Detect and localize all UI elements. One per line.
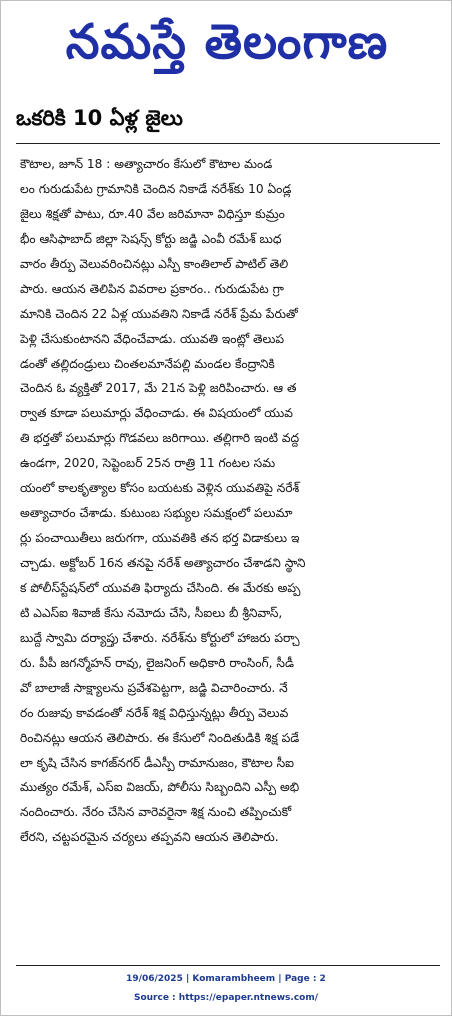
article-line: చ్చాడు. అక్టోబర్ 16న తనపై నరేశ్ అత్యాచారం చేశాడని స్థాని: [20, 556, 306, 570]
masthead-title: నమస్తే తెలంగాణ: [65, 14, 389, 70]
article-line: ముత్యం రమేశ్, ఎస్ఐ విజయ్, పోలీసు సిబ్బందిని ఎస్పీ అభి: [20, 780, 300, 795]
article-line: పారు. ఆయన తెలిపిన వివరాల ప్రకారం.. గురుడుపేట గ్రా: [20, 281, 284, 296]
article-line: వో బాలాజీ సాక్ష్యాలను ప్రవేశపెట్టగా, జడ్జి విచారించారు. నే: [20, 680, 288, 695]
article-line: మానికి చెందిన 22 ఏళ్ల యువతిని నికాడే నరేశ్ ప్రేమ పేరుతో: [20, 306, 298, 321]
article-line: ర్వాత కూడా పలుమార్లు వేధించాడు. ఈ విషయంలో యువ: [20, 406, 293, 421]
article-line: లేరని, చట్టపరమైన చర్యలు తప్పవని ఆయన తెలిపారు.: [20, 830, 279, 845]
article-line: అత్యాచారం చేశాడు. కుటుంబ సభ్యుల సమక్షంలో పలుమా: [20, 506, 293, 521]
article-line: లా కృషి చేసిన కాగజ్‌నగర్ డీఎస్పీ రామానుజం, కౌటాల సీఐ: [20, 755, 295, 770]
article-line: రించినట్లు ఆయన తెలిపారు. ఈ కేసులో నిందితుడికి శిక్ష పడే: [20, 730, 300, 745]
article-headline: ఒకరికి 10 ఏళ్ల జైలు: [16, 106, 183, 130]
article-body: [20, 152, 434, 960]
article-line: బుద్దే స్వామి దర్యాప్తు చేశారు. నరేశ్‌ను కోర్టులో హాజరు పర్చా: [20, 630, 300, 645]
article-line: టి ఎఎస్ఐ శివాజీ కేసు నమోదు చేసి, సీఐలు బీ శ్రీనివాస్,: [20, 605, 283, 620]
headline-divider: [16, 143, 440, 144]
article-line: తి భర్తతో పలుమార్లు గొడవలు జరిగాయి. తల్లిగారి ఇంటి వద్ద: [20, 431, 300, 446]
article-line: యంలో కాలకృత్యాల కోసం బయటకు వెళ్లిన యువతిపై నరేశ్: [20, 481, 300, 496]
article-line: భీం ఆసిఫాబాద్ జిల్లా సెషన్స్ కోర్టు జడ్జి ఎంవీ రమేశ్ బుధ: [20, 231, 282, 246]
article-line: క పోలీస్‌స్టేషన్‌లో యువతి ఫిర్యాదు చేసింది. ఈ మేరకు అప్ప: [20, 580, 301, 595]
footer-date-line: 19/06/2025 | Komarambheem | Page : 2: [126, 974, 326, 984]
article-line: లం గురుడుపేట గ్రామానికి చెందిన నికాడే నరేశ్‌కు 10 ఏండ్ల: [20, 181, 292, 196]
article-line: రం రుజువు కావడంతో నరేశ్ శిక్ష విధిస్తున్నట్లు తీర్పు వెలువ: [20, 705, 289, 720]
footer-source-line: Source : https://epaper.ntnews.com/: [133, 993, 319, 1003]
article-line: చెందిన ఓ వ్యక్తితో 2017, మే 21న పెళ్లి జరిపించారు. ఆ త: [20, 381, 297, 396]
article-line: పెళ్లి చేసుకుంటానని వేధించేవాడు. యువతి ఇంట్లో తెలుప: [20, 331, 285, 346]
article-line: నందించారు. నేరం చేసిన వారెవరైనా శిక్ష నుంచి తప్పించుకో: [20, 805, 292, 820]
article-line: వారం తీర్పు వెలువరించినట్లు ఎస్పీ కాంతిలాల్ పాటిల్ తెలి: [20, 256, 289, 271]
article-line: జైలు శిక్షతో పాటు, రూ.40 వేల జరిమానా విధిస్తూ కుమ్రం: [20, 206, 285, 221]
article-line: ర్లు పంచాయితీలు జరుగగా, యువతికి తన భర్త విడాకులు ఇ: [20, 531, 300, 546]
article-line: కౌటాల, జూన్ 18 : అత్యాచారం కేసులో కౌటాల మండ: [20, 157, 273, 171]
article-line: ఉండగా, 2020, సెప్టెంబర్ 25న రాత్రి 11 గంటల సమ: [20, 456, 276, 471]
newspaper-masthead: [22, 16, 432, 80]
article-line: డంతో తల్లిదండ్రులు చింతలమానేపల్లి మండల కేంద్రానికి: [20, 356, 275, 371]
article-line: రు. పీపీ జగన్మోహన్ రావు, లైజనింగ్ అధికారి రాంసింగ్, సీడీ: [20, 655, 294, 670]
footer-divider: [16, 965, 440, 966]
